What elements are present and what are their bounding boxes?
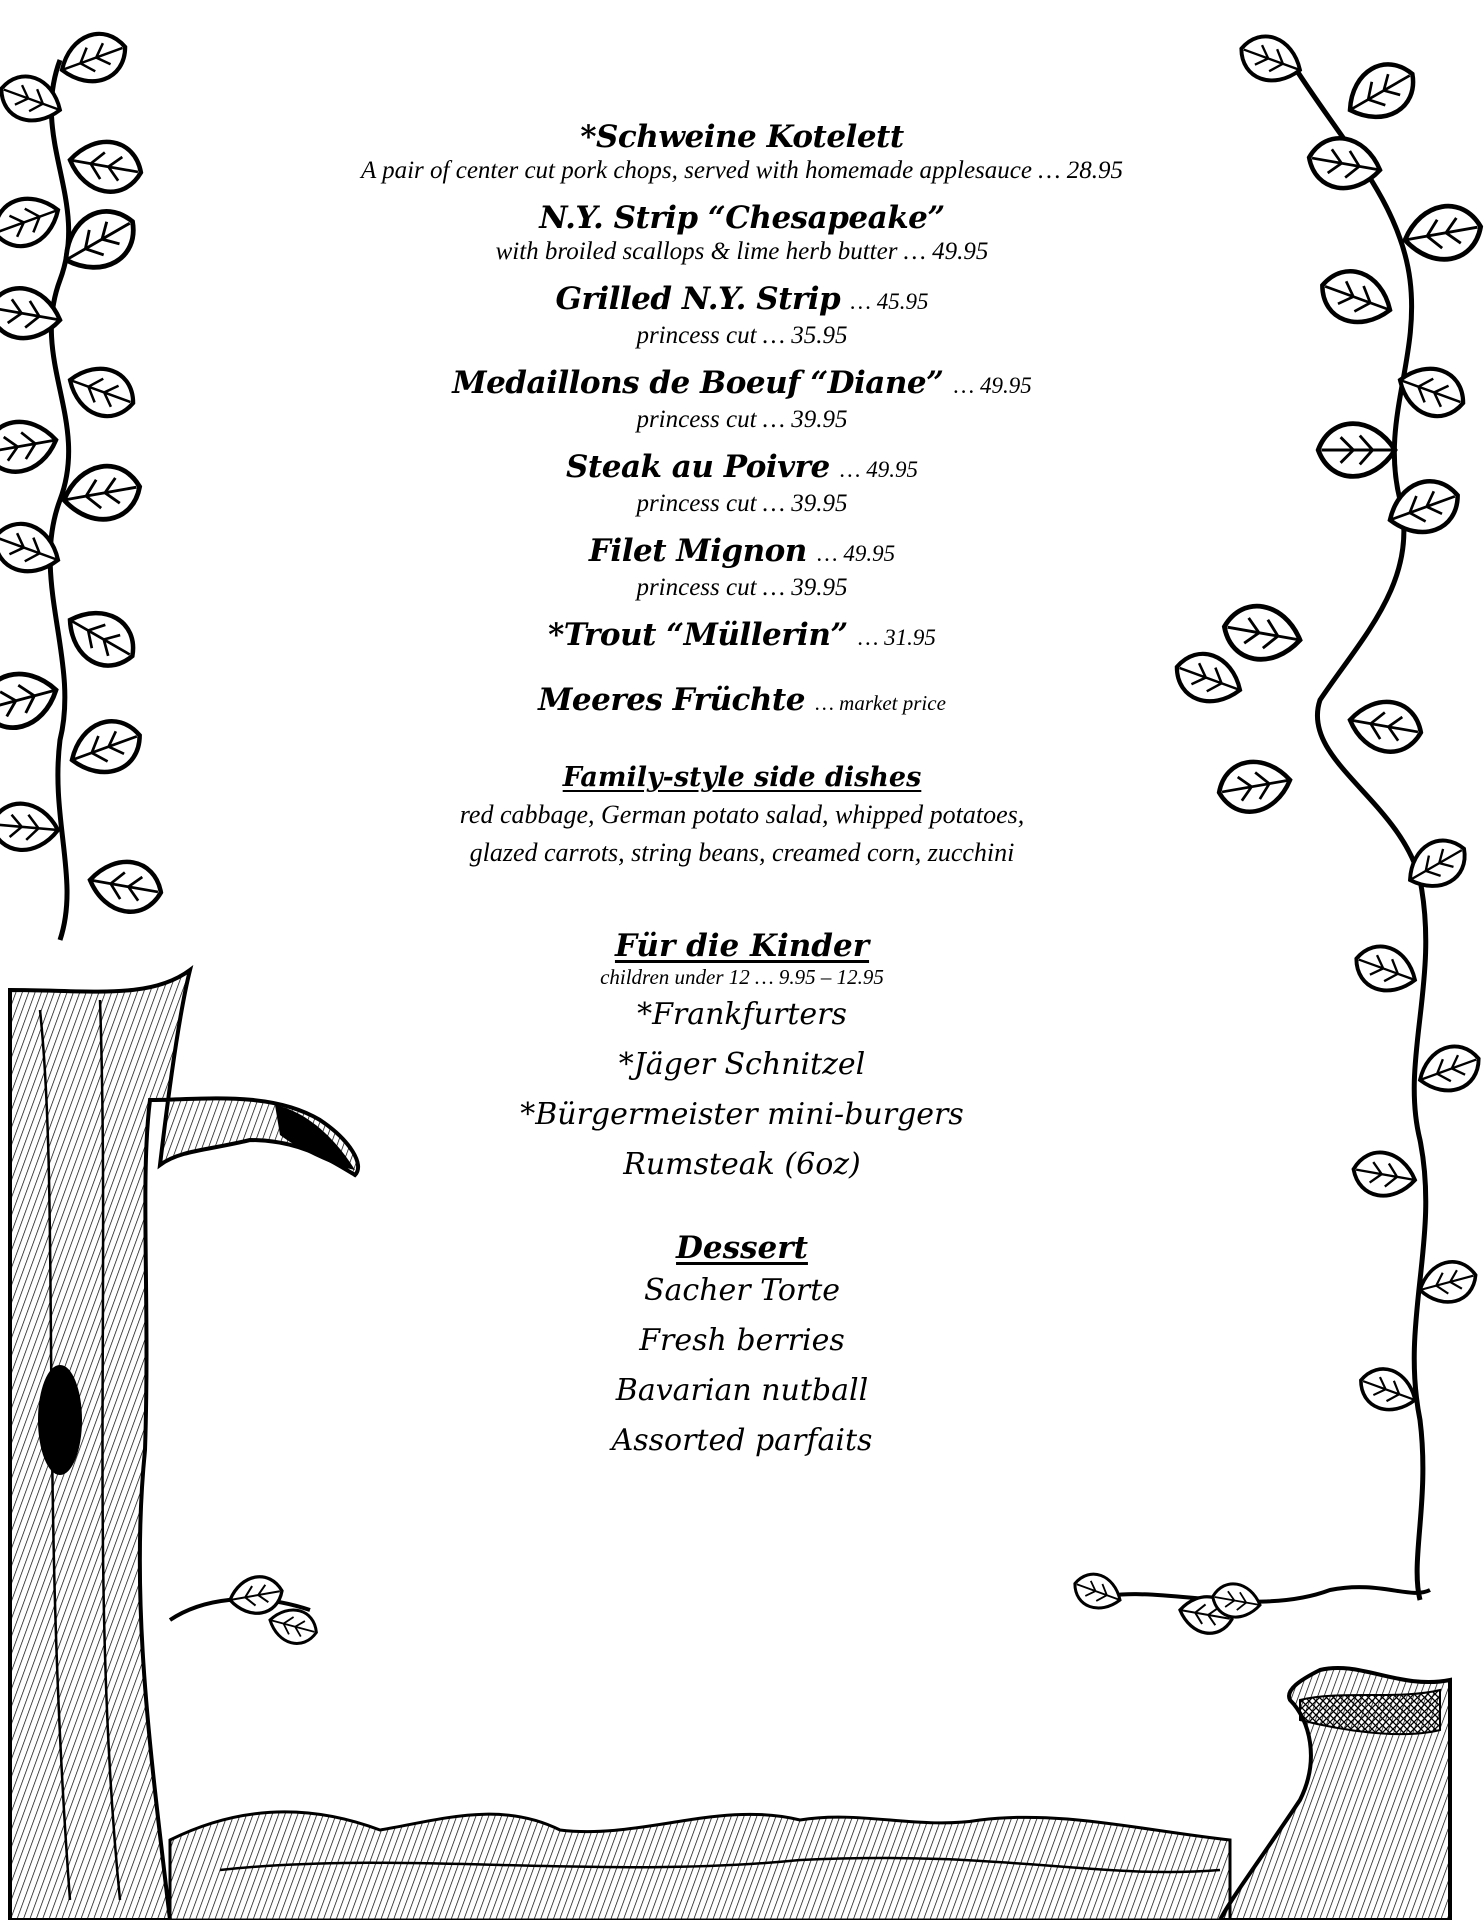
dessert-section: [320, 1230, 1164, 1466]
entree-meeres-fruchte: [320, 681, 1164, 722]
kids-item: *Bürgermeister mini-burgers: [520, 1097, 964, 1132]
entree-ny-strip-chesapeake: [320, 199, 1164, 266]
entree-name: Meeres Früchte: [538, 682, 805, 718]
entree-description: princess cut … 39.95: [636, 574, 848, 601]
entree-name: *Trout “Müllerin”: [548, 617, 848, 653]
entree-grilled-ny-strip: [320, 280, 1164, 350]
kids-heading: Für die Kinder: [614, 928, 870, 964]
entree-price: … 49.95: [953, 373, 1032, 398]
entree-name: Filet Mignon: [588, 533, 807, 569]
sides-line: glazed carrots, string beans, creamed corn, zucchini: [469, 838, 1015, 867]
kids-item: Rumsteak (6oz): [623, 1147, 861, 1182]
entree-price: … 49.95: [817, 541, 896, 566]
sides-heading: Family-style side dishes: [562, 762, 922, 793]
entree-description: A pair of center cut pork chops, served with homemade applesauce … 28.95: [361, 157, 1123, 184]
right-stump: [1220, 1668, 1450, 1920]
entree-price: … 45.95: [850, 289, 929, 314]
entree-schweine-kotelett: [320, 118, 1164, 185]
entree-medaillons-de-boeuf: [320, 364, 1164, 434]
entree-description: princess cut … 39.95: [636, 406, 848, 433]
entree-filet-mignon: [320, 532, 1164, 602]
kids-item: *Jäger Schnitzel: [618, 1047, 866, 1082]
entree-name: Medaillons de Boeuf “Diane”: [452, 365, 944, 401]
entree-trout-mullerin: [320, 616, 1164, 657]
dessert-item: Fresh berries: [639, 1323, 845, 1358]
dessert-item: Sacher Torte: [643, 1273, 841, 1308]
entree-name: Steak au Poivre: [566, 449, 830, 485]
dessert-heading: Dessert: [676, 1230, 808, 1266]
left-vine: [0, 25, 165, 940]
left-tree: [10, 970, 358, 1920]
entree-description: princess cut … 39.95: [636, 490, 848, 517]
kids-note: children under 12 … 9.95 – 12.95: [600, 965, 884, 989]
entree-description: with broiled scallops & lime herb butter … 49.95: [495, 238, 989, 265]
entree-description: princess cut … 35.95: [636, 322, 848, 349]
entree-name: Grilled N.Y. Strip: [555, 281, 841, 317]
entree-name: N.Y. Strip “Chesapeake”: [539, 200, 945, 236]
kids-section: [320, 928, 1164, 1190]
entree-steak-au-poivre: [320, 448, 1164, 518]
bottom-landscape: [170, 1812, 1230, 1920]
sides-line: red cabbage, German potato salad, whipped potatoes,: [459, 800, 1025, 829]
kids-item: *Frankfurters: [637, 997, 847, 1032]
sides-section: [320, 760, 1164, 872]
entree-price: … 49.95: [840, 457, 918, 482]
menu-content: [320, 118, 1164, 1466]
entree-price: … market price: [815, 691, 946, 715]
entree-name: *Schweine Kotelett: [580, 119, 904, 155]
entree-price: … 31.95: [857, 625, 936, 650]
dessert-item: Bavarian nutball: [615, 1373, 869, 1408]
dessert-item: Assorted parfaits: [611, 1423, 873, 1458]
